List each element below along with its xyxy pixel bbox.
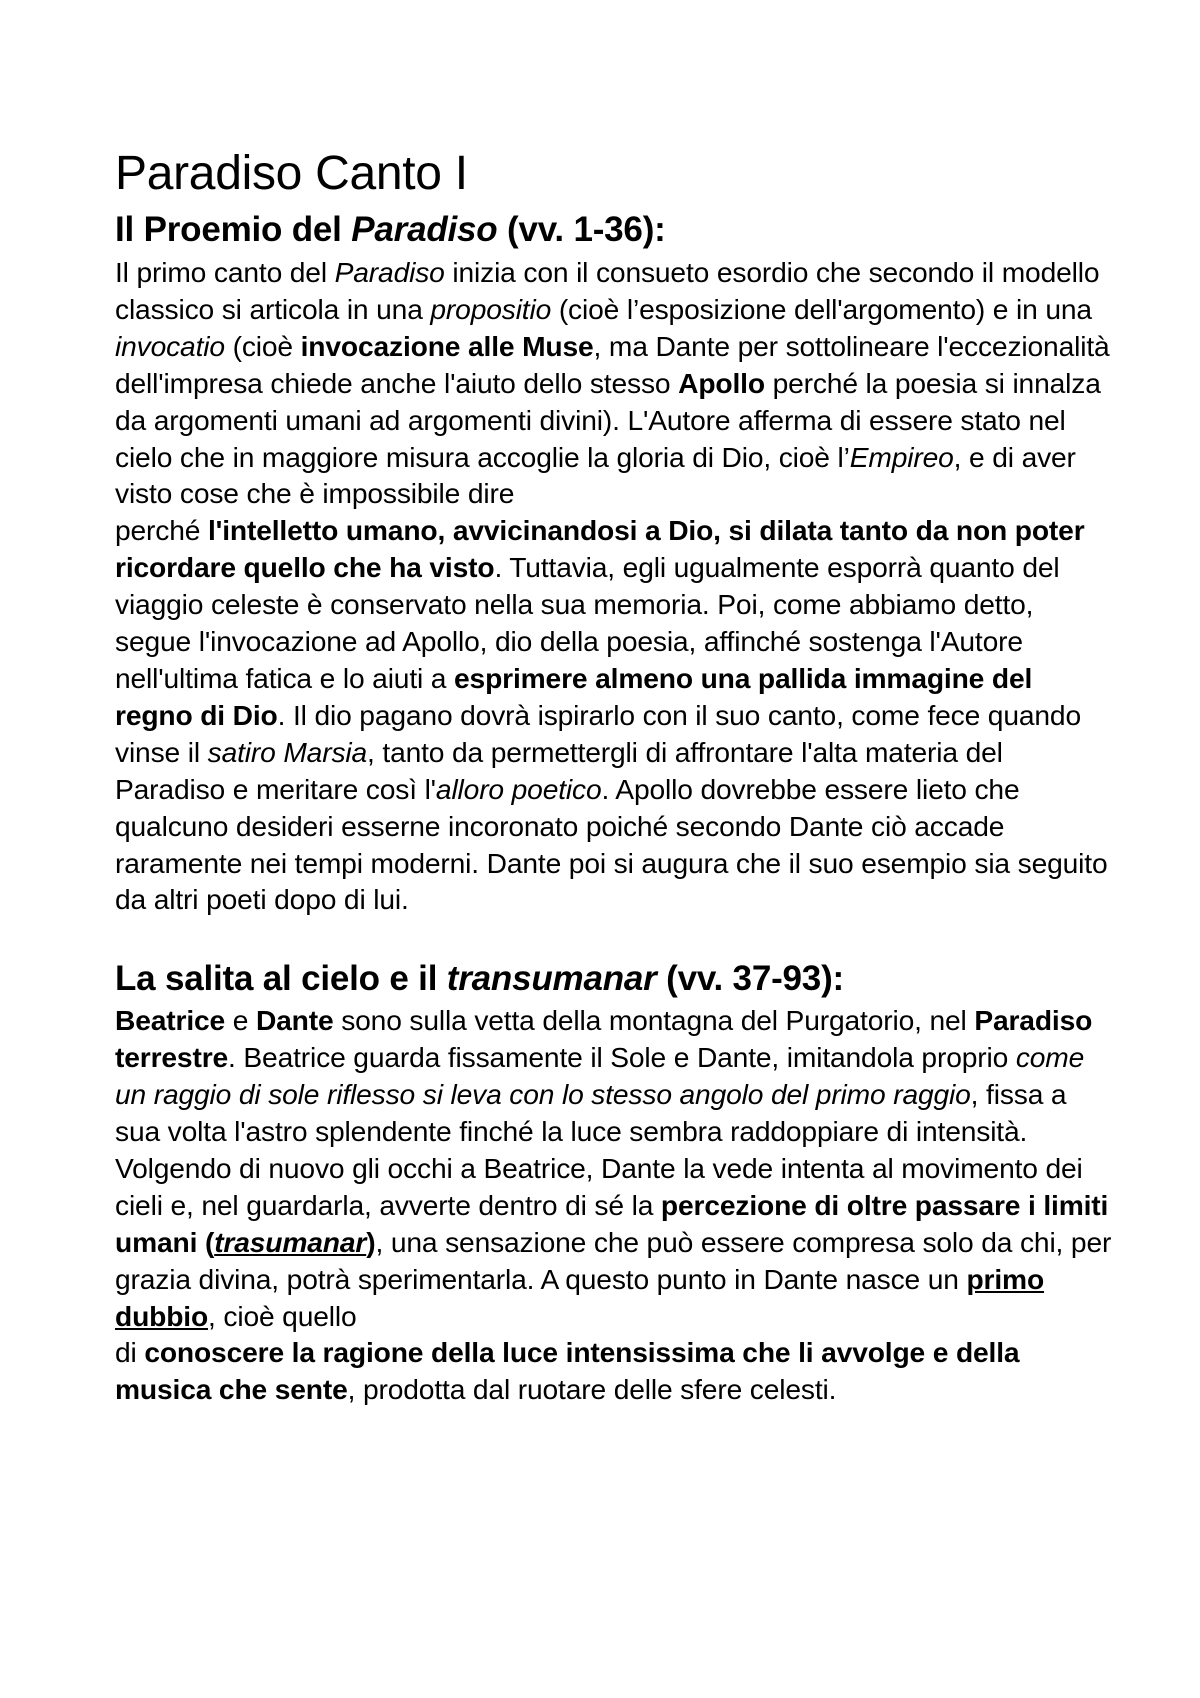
text-run: , tanto da permettergli di affrontare l'alta materia del Paradiso e meritare così l' xyxy=(115,735,1003,805)
text-run: di xyxy=(115,1336,145,1369)
text-run: Apollo xyxy=(678,366,765,399)
text-run: perché la poesia si innalza da argomenti umani ad argomenti divini). L'Autore afferma di essere stato nel cielo che in maggiore misura accoglie la gloria di Dio, cioè l’ xyxy=(115,366,1101,473)
text-run: Paradiso terrestre xyxy=(115,1004,1093,1074)
text-run: Paradiso xyxy=(334,256,445,288)
text-run: Il Proemio del xyxy=(115,210,352,249)
paragraph-salita xyxy=(115,1002,1115,1408)
text-run: Beatrice xyxy=(115,1004,226,1037)
text-run: , fissa a sua volta l'astro splendente finché la luce sembra raddoppiare di intensità. Volgendo di nuovo gli occhi a Beatrice, Dante la vede intenta al movimento dei cieli e, nel guardarla, avverte dentro di sé la xyxy=(115,1078,1083,1221)
text-run: conoscere la ragione della luce intensissima che li avvolge e della musica che sente xyxy=(115,1336,1020,1406)
section-heading-proemio xyxy=(115,206,1115,254)
text-run: , cioè quello xyxy=(208,1299,357,1332)
paragraph-proemio xyxy=(115,254,1115,918)
text-run: Il primo canto del xyxy=(115,256,335,288)
text-run: (vv. 1-36): xyxy=(497,210,666,249)
text-run: . Tuttavia, egli ugualmente esporrà quanto del viaggio celeste è conservato nella sua memoria. Poi, come abbiamo detto, segue l'invocazione ad Apollo, dio della poesia, affinché sostenga l'Autore nell'ultima fatica e lo aiuti a xyxy=(115,551,1060,694)
text-run: (vv. 37-93): xyxy=(656,959,844,999)
text-run: inizia con il consueto esordio che secondo il modello classico si articola in una xyxy=(115,256,1100,325)
text-run: invocatio xyxy=(115,329,225,362)
text-run: perché xyxy=(115,514,208,547)
text-run: transumanar xyxy=(446,959,657,999)
text-run: La salita al cielo e il xyxy=(115,959,447,999)
text-run: . Apollo dovrebbe essere lieto che qualcuno desideri esserne incoronato poiché secondo Dante ciò accade raramente nei tempi moderni. Dante poi si augura che il suo esempio sia seguito da altri poeti dopo di lui. xyxy=(115,772,1108,916)
text-run: (cioè xyxy=(224,329,301,362)
text-run: . Beatrice guarda fissamente il Sole e Dante, imitandola proprio xyxy=(228,1041,1016,1074)
text-run: , prodotta dal ruotare delle sfere celesti. xyxy=(347,1373,837,1406)
text-run: ) xyxy=(366,1225,376,1258)
text-run: esprimere almeno una pallida immagine del regno di Dio xyxy=(115,661,1033,731)
text-run: l'intelletto umano, avvicinandosi a Dio, si dilata tanto da non poter ricordare quello che ha visto xyxy=(115,514,1085,584)
text-run: , una sensazione che può essere compresa solo da chi, per grazia divina, potrà sperimentarla. A questo punto in Dante nasce un xyxy=(115,1225,1112,1295)
text-run: , e di aver visto cose che è impossibile dire xyxy=(115,440,1076,510)
text-run: propositio xyxy=(430,292,552,325)
text-run: Dante xyxy=(255,1004,334,1037)
page-title: Paradiso Canto I xyxy=(115,147,468,200)
text-run: percezione di oltre passare i limiti umani ( xyxy=(115,1188,1109,1258)
text-run: (cioè l’esposizione dell'argomento) e in una xyxy=(551,292,1092,325)
text-run: invocazione alle Muse xyxy=(300,329,594,362)
text-run: come un raggio di sole riflesso si leva con lo stesso angolo del primo raggio xyxy=(115,1041,1085,1111)
text-run: . Il dio pagano dovrà ispirarlo con il suo canto, come fece quando vinse il xyxy=(115,698,1081,768)
text-run: , ma Dante per sottolineare l'eccezionalità dell'impresa chiede anche l'aiuto dello stesso xyxy=(115,329,1110,399)
text-run: e xyxy=(225,1004,256,1037)
text-run: satiro Marsia xyxy=(207,735,368,768)
text-run: alloro poetico xyxy=(435,772,602,805)
section-heading-salita xyxy=(115,956,1115,1002)
text-run: Paradiso xyxy=(351,210,498,249)
document-page xyxy=(115,142,1115,1408)
text-run: Empireo xyxy=(849,440,954,473)
text-run: trasumanar xyxy=(214,1225,367,1258)
text-run: primo dubbio xyxy=(115,1262,1045,1332)
text-run: sono sulla vetta della montagna del Purgatorio, nel xyxy=(333,1004,975,1037)
